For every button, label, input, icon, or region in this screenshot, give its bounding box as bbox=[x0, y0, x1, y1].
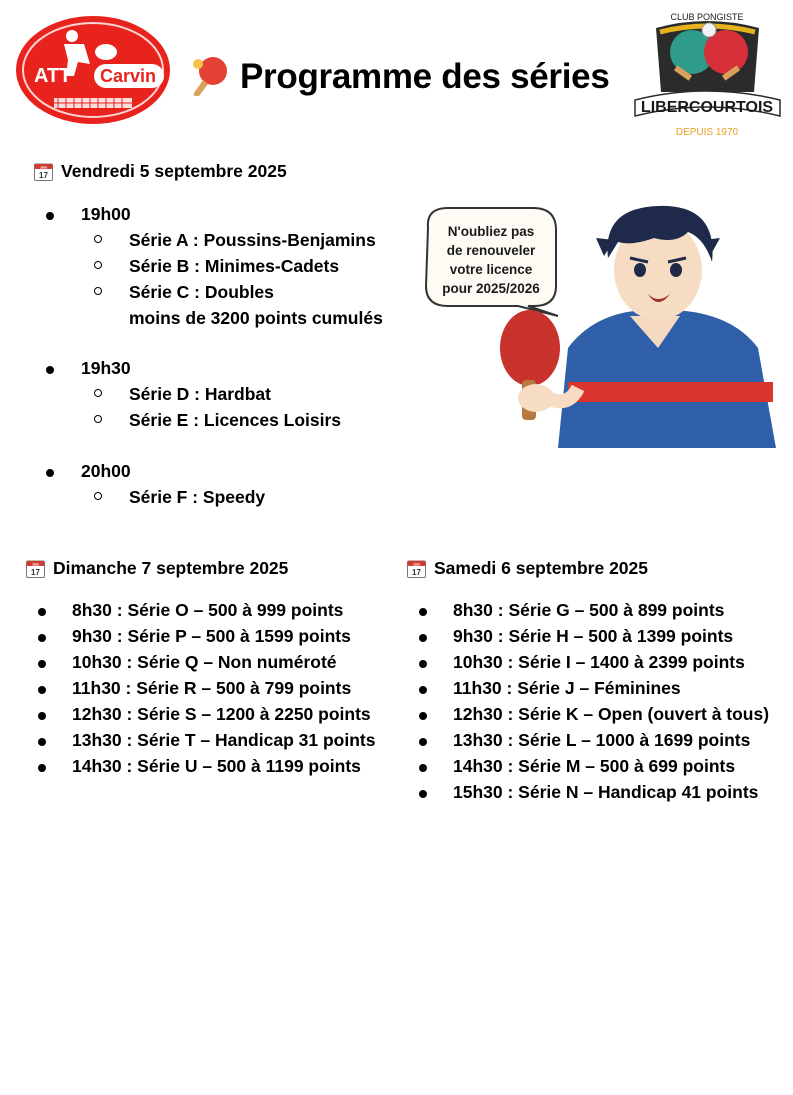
page-title-text: Programme des séries bbox=[240, 57, 610, 96]
svg-text:July: July bbox=[31, 562, 40, 567]
friday-heading bbox=[34, 161, 287, 182]
bubble-line: pour 2025/2026 bbox=[442, 281, 540, 296]
logo-since-text: DEPUIS 1970 bbox=[675, 127, 739, 138]
svg-text:July: July bbox=[39, 165, 48, 170]
logo-name-text: LIBERCOURTOIS bbox=[640, 99, 774, 116]
att-carvin-logo bbox=[14, 14, 172, 126]
friday-heading-text: Vendredi 5 septembre 2025 bbox=[61, 161, 287, 181]
ping-pong-paddle-icon bbox=[190, 55, 230, 99]
svg-text:17: 17 bbox=[39, 171, 48, 180]
time-label: 19h00 bbox=[81, 204, 131, 224]
saturday-heading bbox=[407, 558, 648, 579]
calendar-icon bbox=[26, 559, 45, 578]
libercourtois-logo bbox=[630, 4, 785, 142]
svg-text:17: 17 bbox=[412, 568, 421, 577]
logo-carvin-text: Carvin bbox=[100, 66, 157, 86]
mascot-illustration bbox=[418, 198, 780, 453]
calendar-icon bbox=[34, 162, 53, 181]
bubble-line: N'oubliez pas bbox=[447, 224, 535, 239]
sunday-heading-text: Dimanche 7 septembre 2025 bbox=[53, 558, 289, 578]
calendar-icon bbox=[407, 559, 426, 578]
svg-text:17: 17 bbox=[31, 568, 40, 577]
page-title bbox=[190, 52, 609, 102]
saturday-heading-text: Samedi 6 septembre 2025 bbox=[434, 558, 649, 578]
speech-bubble bbox=[426, 208, 558, 316]
bubble-line: votre licence bbox=[449, 262, 533, 277]
sunday-heading bbox=[26, 558, 288, 579]
time-label: 19h30 bbox=[81, 358, 131, 378]
time-label: 20h00 bbox=[81, 461, 131, 481]
bubble-line: de renouveler bbox=[446, 243, 536, 258]
logo-club-text: CLUB PONGISTE bbox=[670, 12, 744, 22]
svg-text:July: July bbox=[412, 562, 421, 567]
logo-att-text: ATT bbox=[34, 65, 72, 87]
